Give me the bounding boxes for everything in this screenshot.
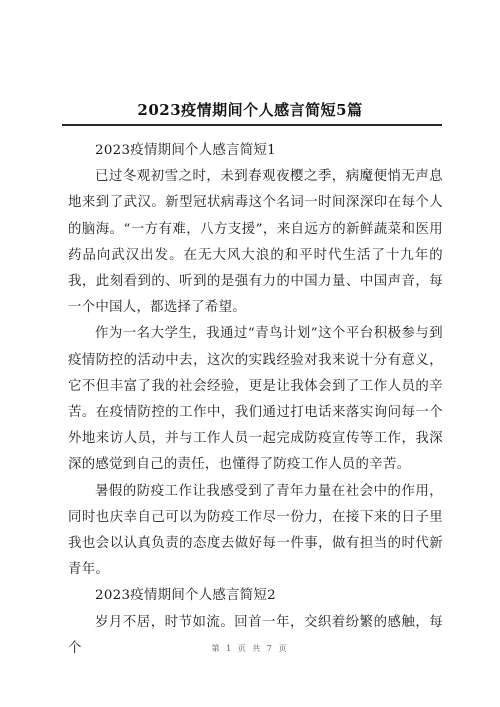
- section-heading-1: 2023疫情期间个人感言简短1: [95, 143, 277, 158]
- title-divider: [62, 124, 442, 126]
- section-heading-2: 2023疫情期间个人感言简短2: [95, 588, 277, 604]
- paragraph: 已过冬观初雪之时，未到春观夜樱之季，病魔便悄无声息地来到了武汉。新型冠状病毒这个名词一时间深深印在每个人的脑海。“一方有难，八方支援”，来自远方的新鲜蔬菜和医用药品向武汉出发。在无大风大浪的和平时代生活了十九年的我，此刻看到的、听到的是强有力的中国力量、中国声音，每一个中国人，都选择了希望。: [68, 169, 443, 316]
- document-body: [68, 138, 443, 662]
- document-title: 2023疫情期间个人感言简短5篇: [137, 101, 363, 119]
- paragraph: 暑假的防疫工作让我感受到了青年力量在社会中的作用，同时也庆幸自己可以为防疫工作尽一份力，在接下来的日子里我也会以认真负责的态度去做好每一件事，做有担当的时代新青年。: [68, 483, 443, 578]
- paragraph: 岁月不居，时节如流。回首一年，交织着纷繁的感触，每个: [68, 614, 443, 656]
- paragraph: 作为一名大学生，我通过“青鸟计划”这个平台积极参与到疫情防控的活动中去，这次的实践经验对我来说十分有意义，它不但丰富了我的社会经验，更是让我体会到了工作人员的辛苦。在疫情防控的工作中，我们通过打电话来落实询问每一个外地来访人员，并与工作人员一起完成防疫宣传等工作，我深深的感觉到自己的责任，也懂得了防疫工作人员的辛苦。: [68, 326, 443, 473]
- page-number-footer: 第 1 页 共 7 页: [211, 644, 289, 653]
